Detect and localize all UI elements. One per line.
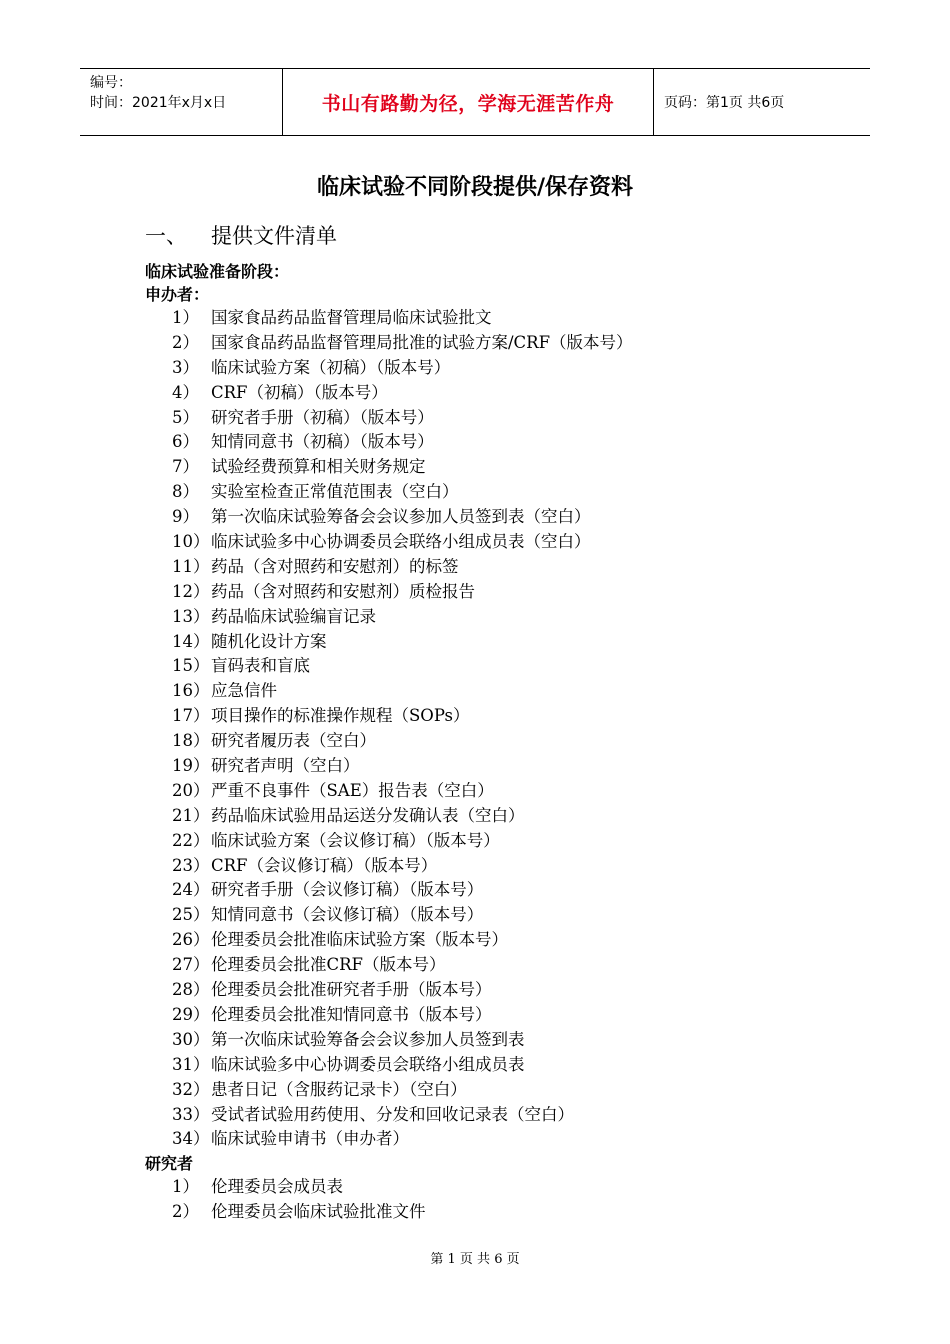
list-item-text: 临床试验方案（初稿）（版本号） [211,357,451,377]
header-meta [80,69,282,135]
list-item-text: 药品临床试验编盲记录 [211,606,376,626]
list-item-number: 28） [172,980,210,1000]
list-item [145,580,845,605]
header-motto-cell [282,69,654,135]
list-item [145,729,845,754]
list-item-number: 16） [172,681,210,701]
list-item-number: 7） [172,457,199,477]
list-item-number: 6） [172,432,199,452]
section-label: 提供文件清单 [211,224,337,248]
list-item [145,505,845,530]
list-item [145,1003,845,1028]
list-item [145,878,845,903]
list-item-number: 29） [172,1004,210,1024]
list-item [145,406,845,431]
list-item [145,679,845,704]
list-item-text: 药品（含对照药和安慰剂）质检报告 [211,581,475,601]
list-item-text: 药品（含对照药和安慰剂）的标签 [211,556,459,576]
list-item [145,1028,845,1053]
doc-number-label: 编号： [90,75,132,91]
list-item-text: 第一次临床试验筹备会会议参加人员签到表 [211,1029,525,1049]
list-item-text: 临床试验多中心协调委员会联络小组成员表（空白） [211,532,591,552]
list-item-text: 严重不良事件（SAE）报告表（空白） [211,780,494,800]
list-item [145,630,845,655]
list-item-number: 4） [172,382,199,402]
list-item [145,1200,845,1225]
doc-time-label: 时间：2021年x月x日 [90,95,227,111]
list-item-number: 23） [172,855,210,875]
list-item-text: 伦理委员会批准知情同意书（版本号） [211,1004,492,1024]
page-header [80,68,870,136]
list-item-number: 8） [172,482,199,502]
list-item-number: 33） [172,1104,210,1124]
list-item-number: 19） [172,756,210,776]
list-item [145,555,845,580]
document-title: 临床试验不同阶段提供/保存资料 [316,175,634,200]
list-item-number: 5） [172,407,199,427]
list-item-number: 32） [172,1079,210,1099]
investigator-heading: 研究者 [145,1154,194,1174]
list-item [145,1053,845,1078]
list-item-number: 12） [172,581,210,601]
list-item-number: 2） [172,1202,199,1222]
list-item [145,356,845,381]
list-item [145,779,845,804]
list-item-number: 18） [172,731,210,751]
list-item [145,704,845,729]
list-item [145,480,845,505]
list-item-number: 17） [172,706,210,726]
list-item-number: 26） [172,930,210,950]
list-item-text: 国家食品药品监督管理局批准的试验方案/CRF（版本号） [211,332,633,352]
list-item-text: 研究者手册（初稿）（版本号） [211,407,434,427]
list-item [145,953,845,978]
list-item [145,455,845,480]
list-item-text: 伦理委员会成员表 [211,1177,343,1197]
section-heading [145,220,337,250]
list-item-number: 14） [172,631,210,651]
list-item-number: 25） [172,905,210,925]
section-number: 一、 [145,224,187,248]
list-item-text: 伦理委员会临床试验批准文件 [211,1202,426,1222]
list-item-number: 24） [172,880,210,900]
list-item-text: 知情同意书（会议修订稿）（版本号） [211,905,484,925]
list-item [145,331,845,356]
list-item-number: 1） [172,1177,199,1197]
list-item [145,1175,845,1200]
list-item-text: 研究者履历表（空白） [211,731,376,751]
list-item-number: 3） [172,357,199,377]
list-item [145,854,845,879]
list-item-number: 13） [172,606,210,626]
list-item-number: 34） [172,1129,210,1149]
list-item-number: 11） [172,556,210,576]
list-item-text: 第一次临床试验筹备会会议参加人员签到表（空白） [211,507,591,527]
list-item-text: 项目操作的标准操作规程（SOPs） [211,706,470,726]
document-body [145,260,845,1225]
list-item-number: 31） [172,1054,210,1074]
list-item-text: 伦理委员会批准CRF（版本号） [211,955,446,975]
list-item-number: 20） [172,780,210,800]
list-item-text: 临床试验申请书（申办者） [211,1129,409,1149]
list-item [145,530,845,555]
sponsor-list [145,306,845,1152]
list-item-number: 27） [172,955,210,975]
list-item [145,381,845,406]
list-item [145,605,845,630]
list-item-number: 21） [172,805,210,825]
list-item [145,754,845,779]
list-item [145,1127,845,1152]
list-item-number: 15） [172,656,210,676]
list-item-number: 30） [172,1029,210,1049]
list-item [145,654,845,679]
list-item-text: 应急信件 [211,681,277,701]
list-item-text: 盲码表和盲底 [211,656,310,676]
list-item [145,829,845,854]
list-item-text: 受试者试验用药使用、分发和回收记录表（空白） [211,1104,574,1124]
list-item-text: 知情同意书（初稿）（版本号） [211,432,434,452]
investigator-list [145,1175,845,1225]
list-item [145,306,845,331]
header-page-info: 页码：第1页 共6页 [664,95,785,111]
stage-heading: 临床试验准备阶段： [145,262,290,281]
list-item-text: 随机化设计方案 [211,631,327,651]
sponsor-heading: 申办者： [145,285,210,304]
list-item-number: 1） [172,308,199,327]
list-item [145,430,845,455]
list-item-number: 10） [172,532,210,552]
list-item-number: 22） [172,830,210,850]
list-item [145,1103,845,1128]
list-item [145,978,845,1003]
page-footer: 第 1 页 共 6 页 [430,1252,520,1267]
list-item-text: 药品临床试验用品运送分发确认表（空白） [211,805,525,825]
list-item-text: 临床试验方案（会议修订稿）（版本号） [211,830,500,850]
list-item-text: 试验经费预算和相关财务规定 [211,457,426,477]
list-item-text: 伦理委员会批准研究者手册（版本号） [211,980,492,1000]
list-item-text: 研究者手册（会议修订稿）（版本号） [211,880,484,900]
list-item [145,903,845,928]
header-motto: 书山有路勤为径，学海无涯苦作舟 [321,92,615,115]
list-item-text: 伦理委员会批准临床试验方案（版本号） [211,930,508,950]
list-item [145,928,845,953]
list-item [145,804,845,829]
list-item-text: 实验室检查正常值范围表（空白） [211,482,459,502]
list-item-text: 临床试验多中心协调委员会联络小组成员表 [211,1054,525,1074]
list-item [145,1078,845,1103]
list-item-text: 患者日记（含服药记录卡）（空白） [211,1079,467,1099]
list-item-text: 国家食品药品监督管理局临床试验批文 [211,308,492,327]
list-item-number: 2） [172,332,199,352]
list-item-text: 研究者声明（空白） [211,756,360,776]
list-item-number: 9） [172,507,199,527]
list-item-text: CRF（初稿）（版本号） [211,382,388,402]
list-item-text: CRF（会议修订稿）（版本号） [211,855,438,875]
